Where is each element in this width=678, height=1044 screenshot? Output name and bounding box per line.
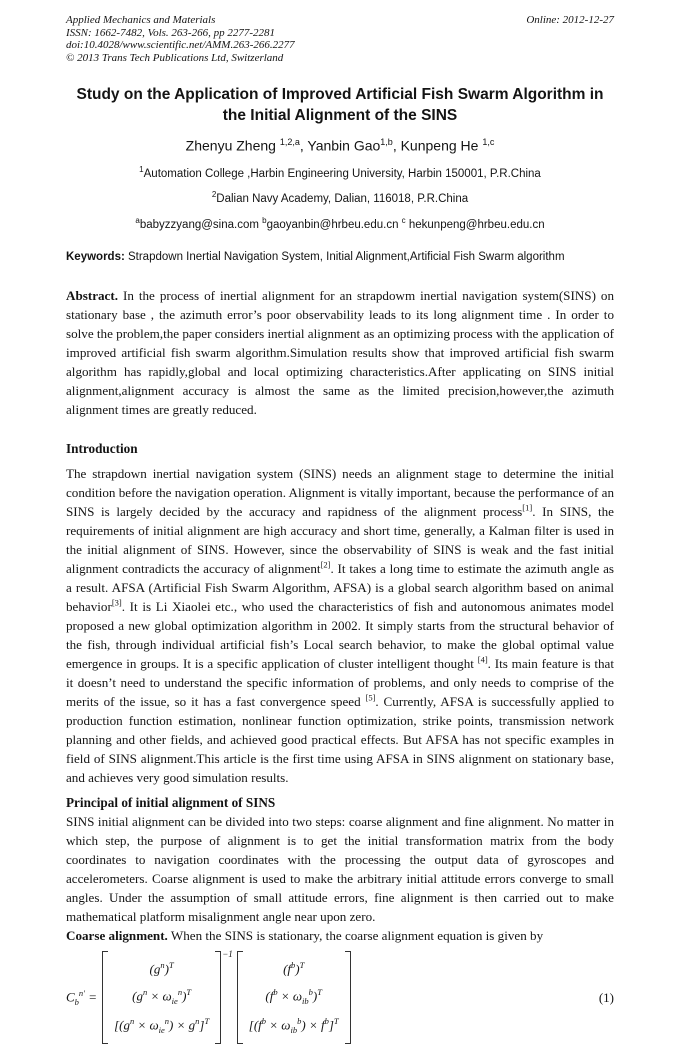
right-bracket-icon: [215, 951, 221, 1044]
matrix-row: $[(f^b \times \omega_{ib}^b) \times f^b]^T$: [248, 1016, 339, 1036]
copyright-line: © 2013 Trans Tech Publications Ltd, Switzerland: [66, 51, 284, 64]
abstract-paragraph: [66, 286, 614, 419]
equation-1: [66, 951, 614, 1044]
principal-body: SINS initial alignment can be divided into two steps: coarse alignment and fine alignment. No matter in which step, the purpose of alignment is to get the initial transformation matrix from the body coordinates to navigation coordinates with the processing the output data of gyroscopes and accelerometers. Coarse alignment is used to make the arbitrary initial attitude errors converge to small angles. Under the assumption of small attitude errors, fine alignment is then carried out to make mathematical platform misalignment angle near upon zero.: [66, 814, 614, 925]
section-heading-principal: Principal of initial alignment of SINS: [66, 795, 276, 811]
author-name-3: Kunpeng He: [400, 137, 483, 154]
keywords-text: Strapdown Inertial Navigation System, Initial Alignment,Artificial Fish Swarm algorithm: [124, 251, 565, 264]
matrix-row: $[(g^n \times \omega_{ie}^n) \times g^n]^T$: [114, 1016, 210, 1036]
matrix-right: [237, 951, 351, 1044]
author-sep-2: ,: [392, 137, 401, 154]
matrix-row: $(f^b)^T$: [283, 960, 305, 977]
author-sup-1: 1,2,a: [279, 137, 300, 147]
coarse-alignment-paragraph: [66, 926, 614, 945]
matrix-row: $(g^n)^T$: [149, 960, 174, 977]
author-name-1: Zhenyu Zheng: [185, 137, 280, 154]
online-date: Online: 2012-12-27: [526, 14, 614, 26]
matrix-row: $(g^n \times \omega_{ie}^n)^T$: [132, 987, 192, 1007]
matrix-left-rows: [108, 951, 215, 1044]
author-sep-1: ,: [299, 137, 308, 154]
section-heading-introduction: Introduction: [66, 441, 138, 457]
keywords-label: Keywords:: [66, 251, 125, 264]
right-bracket-icon: [345, 951, 351, 1044]
affiliation-line-1: $^1$Automation College ,Harbin Engineering University, Harbin 150001, P.R.China: [139, 164, 541, 180]
matrix-inverse-exponent: −1: [222, 949, 233, 960]
equation-lhs: $C_b^{n'}$ =: [66, 988, 98, 1008]
abstract-text: In the process of inertial alignment for an strapdowm inertial navigation system(SINS) on stationary base , the azimuth error’s poor observability leads to its long alignment time . In order to solve the problem,the paper considers inertial alignment as an optimizing process with the application of improved artificial fish swarm algorithm.Simulation results show that improved artificial fish swarm algorithm has rapidly,global and local optimizing characteristics.After applicating on SINS initial alignment,alignment accuracy is almost the same as the limited precision,however,the azimuth alignment times are greatly reduced.: [66, 288, 614, 418]
affiliation-line-2: $^2$Dalian Navy Academy, Dalian, 116018, P.R.China: [211, 190, 469, 206]
authors-line: [66, 137, 614, 154]
issn-line: ISSN: 1662-7482, Vols. 263-266, pp 2277-2281: [66, 26, 275, 39]
author-sup-3: 1,c: [482, 137, 495, 147]
coarse-alignment-label: Coarse alignment.: [66, 928, 168, 944]
page-header: [66, 14, 614, 64]
keywords-line: [66, 250, 614, 265]
matrix-left: [102, 951, 221, 1044]
matrix-right-rows: [243, 951, 345, 1044]
introduction-body: The strapdown inertial navigation system (SINS) needs an alignment stage to determine the initial condition before the navigation operation. Alignment is vitally important, because the performance of an SINS is largely decided by the accuracy and rapidness of the alignment process[1]. In SINS, the requirements of initial alignment are high accuracy and short time, generally, a Kalman filter is used in the initial alignment of SINS. However, since the observability of SINS is weak and the fast initial alignment contradicts the accuracy of alignment[2]. It takes a long time to estimate the azimuth angle as a result. AFSA (Artificial Fish Swarm Algorithm, AFSA) is a global search algorithm based on animal behavior[3]. It is Li Xiaolei etc., who used the characteristics of fish and autonomous animates model proposed a new global optimization algorithm in 2002. It simply starts from the structural behavior of the fish, through individual artificial fish’s Local search behavior, to make the global optimal value emergence in groups. It is a specific application of cluster intelligent thought [4]. Its main feature is that it doesn’t need to understand the specific information of problems, and only needs to comprise of the merits of the issue, so it has a fast convergence speed [5]. Currently, AFSA is successfully applied to production function estimation, nonlinear function optimization, strike points, transmission network planning and other fields, and achieved good practical effects. But AFSA has not specific examples in field of SINS alignment.This article is the first time using AFSA in SINS alignment on stationary base, and achieves very good simulation results.: [66, 466, 615, 786]
author-sup-2: 1,b: [380, 137, 393, 147]
author-name-2: Yanbin Gao: [307, 137, 381, 154]
journal-name: Applied Mechanics and Materials: [66, 14, 216, 26]
journal-info-block: [66, 14, 295, 64]
emails-line: $^a$babyzzyang@sina.com $^b$gaoyanbin@hrbeu.edu.cn $^c$ hekunpeng@hrbeu.edu.cn: [135, 216, 545, 232]
coarse-alignment-text: When the SINS is stationary, the coarse alignment equation is given by: [167, 928, 544, 944]
matrix-row: $(f^b \times \omega_{ib}^b)^T$: [265, 987, 322, 1007]
equation-number: (1): [598, 989, 614, 1005]
abstract-label: Abstract.: [66, 288, 118, 304]
doi-line: doi:10.4028/www.scientific.net/AMM.263-266.2277: [66, 39, 295, 51]
paper-title: Study on the Application of Improved Artificial Fish Swarm Algorithm in the Initial Alignment of the SINS: [76, 86, 604, 124]
